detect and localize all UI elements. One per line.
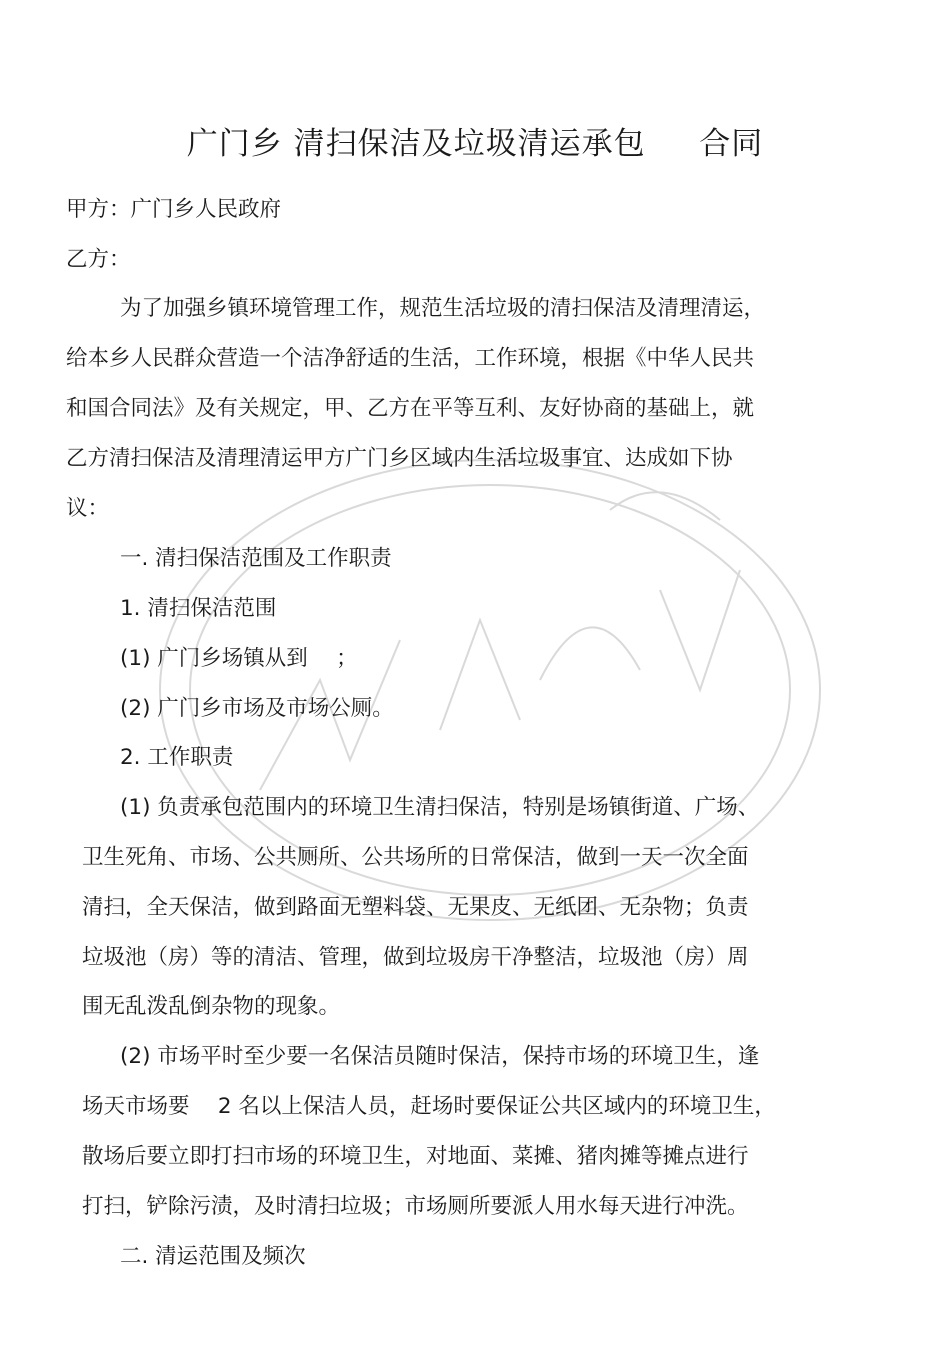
intro-line: 给本乡人民群众营造一个洁净舒适的生活，工作环境，根据《中华人民共 [66, 346, 755, 371]
duty1-line: 卫生死角、市场、公共厕所、公共场所的日常保洁，做到一天一次全面 [82, 845, 749, 870]
intro-line: 为了加强乡镇环境管理工作，规范生活垃圾的清扫保洁及清理清运， [120, 296, 766, 321]
section1-sub1-heading: 1. 清扫保洁范围 [120, 596, 277, 621]
scope-item: (1) 广门乡场镇从到 ； [120, 646, 358, 671]
duty2-line: 散场后要立即打扫市场的环境卫生，对地面、菜摊、猪肉摊等摊点进行 [82, 1144, 749, 1169]
party-b: 乙方： [66, 247, 131, 272]
section1-heading: 一. 清扫保洁范围及工作职责 [120, 546, 392, 571]
section2-heading: 二. 清运范围及频次 [120, 1244, 306, 1269]
duty2-line: 场天市场要 2 名以上保洁人员，赶场时要保证公共区域内的环境卫生， [82, 1094, 776, 1119]
contract-title: 广门乡 清扫保洁及垃圾清运承包 合同 [186, 126, 764, 162]
duty2-line: 打扫，铲除污渍，及时清扫垃圾；市场厕所要派人用水每天进行冲洗。 [82, 1194, 749, 1219]
intro-line: 议： [66, 496, 110, 521]
scope-item: (2) 广门乡市场及市场公厕。 [120, 696, 394, 721]
duty1-line: 围无乱泼乱倒杂物的现象。 [82, 994, 341, 1019]
party-a: 甲方：广门乡人民政府 [66, 197, 282, 222]
duty1-line: 清扫，全天保洁，做到路面无塑料袋、无果皮、无纸团、无杂物；负责 [82, 895, 749, 920]
duty1-line: (1) 负责承包范围内的环境卫生清扫保洁，特别是场镇街道、广场、 [120, 795, 760, 820]
duty2-line: (2) 市场平时至少要一名保洁员随时保洁，保持市场的环境卫生，逢 [120, 1044, 760, 1069]
duty1-line: 垃圾池（房）等的清洁、管理，做到垃圾房干净整洁，垃圾池（房）周 [82, 945, 749, 970]
intro-line: 和国合同法》及有关规定，甲、乙方在平等互利、友好协商的基础上，就 [66, 396, 755, 421]
section1-sub2-heading: 2. 工作职责 [120, 745, 234, 770]
intro-line: 乙方清扫保洁及清理清运甲方广门乡区域内生活垃圾事宜、达成如下协 [66, 446, 733, 471]
